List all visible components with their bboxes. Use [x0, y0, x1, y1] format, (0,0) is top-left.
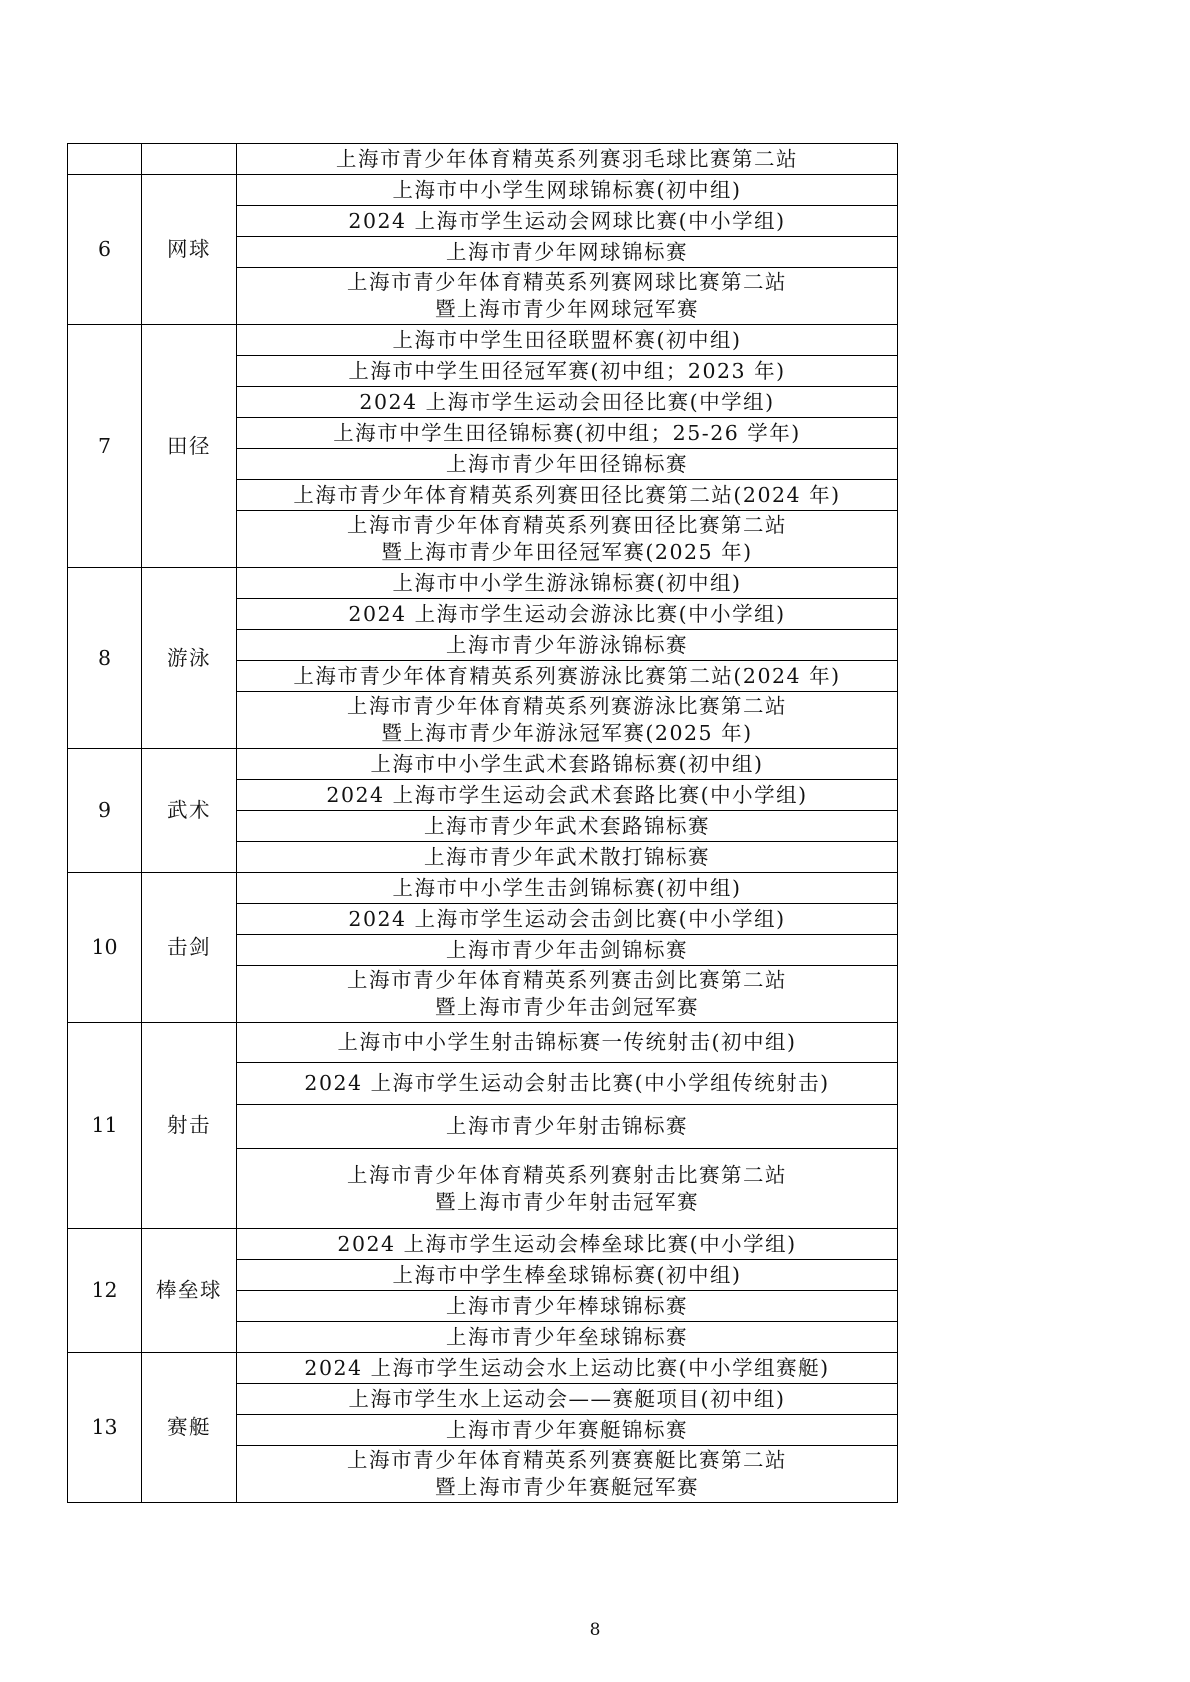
table-row — [68, 325, 898, 356]
sport-name: 田径 — [142, 325, 237, 568]
event-name: 上海市青少年网球锦标赛 — [237, 237, 898, 268]
row-number: 12 — [68, 1229, 142, 1353]
row-number: 8 — [68, 568, 142, 749]
event-name: 上海市中小学生网球锦标赛(初中组) — [237, 175, 898, 206]
event-name: 2024 上海市学生运动会田径比赛(中学组) — [237, 387, 898, 418]
event-name: 上海市青少年武术套路锦标赛 — [237, 811, 898, 842]
event-name: 2024 上海市学生运动会游泳比赛(中小学组) — [237, 599, 898, 630]
event-name: 上海市青少年体育精英系列赛游泳比赛第二站(2024 年) — [237, 661, 898, 692]
row-number: 9 — [68, 749, 142, 873]
table-row — [68, 1353, 898, 1384]
event-name: 2024 上海市学生运动会水上运动比赛(中小学组赛艇) — [237, 1353, 898, 1384]
event-name: 上海市青少年射击锦标赛 — [237, 1105, 898, 1149]
table-row — [68, 749, 898, 780]
event-name: 上海市青少年体育精英系列赛网球比赛第二站 暨上海市青少年网球冠军赛 — [237, 268, 898, 325]
event-name: 上海市青少年体育精英系列赛田径比赛第二站(2024 年) — [237, 480, 898, 511]
events-table-body — [68, 144, 898, 1503]
events-table — [67, 143, 898, 1503]
sport-name: 棒垒球 — [142, 1229, 237, 1353]
event-name: 上海市中小学生游泳锦标赛(初中组) — [237, 568, 898, 599]
row-number — [68, 144, 142, 175]
sport-name: 网球 — [142, 175, 237, 325]
event-name: 2024 上海市学生运动会击剑比赛(中小学组) — [237, 904, 898, 935]
event-name: 上海市青少年游泳锦标赛 — [237, 630, 898, 661]
event-name: 上海市中小学生击剑锦标赛(初中组) — [237, 873, 898, 904]
event-name: 上海市中学生棒垒球锦标赛(初中组) — [237, 1260, 898, 1291]
event-name: 上海市青少年武术散打锦标赛 — [237, 842, 898, 873]
event-name: 上海市中学生田径锦标赛(初中组；25-26 学年) — [237, 418, 898, 449]
page-number: 8 — [589, 1620, 601, 1640]
event-name: 上海市中小学生武术套路锦标赛(初中组) — [237, 749, 898, 780]
event-name: 上海市中学生田径冠军赛(初中组；2023 年) — [237, 356, 898, 387]
table-row — [68, 175, 898, 206]
sport-name — [142, 144, 237, 175]
event-name: 2024 上海市学生运动会射击比赛(中小学组传统射击) — [237, 1063, 898, 1105]
event-name: 上海市青少年体育精英系列赛赛艇比赛第二站 暨上海市青少年赛艇冠军赛 — [237, 1446, 898, 1503]
event-name: 上海市青少年棒球锦标赛 — [237, 1291, 898, 1322]
event-name: 上海市青少年垒球锦标赛 — [237, 1322, 898, 1353]
row-number: 7 — [68, 325, 142, 568]
table-row — [68, 873, 898, 904]
event-name: 上海市青少年体育精英系列赛田径比赛第二站 暨上海市青少年田径冠军赛(2025 年) — [237, 511, 898, 568]
sport-name: 游泳 — [142, 568, 237, 749]
event-name: 2024 上海市学生运动会武术套路比赛(中小学组) — [237, 780, 898, 811]
event-name: 上海市青少年体育精英系列赛游泳比赛第二站 暨上海市青少年游泳冠军赛(2025 年) — [237, 692, 898, 749]
row-number: 13 — [68, 1353, 142, 1503]
event-name: 上海市青少年击剑锦标赛 — [237, 935, 898, 966]
event-name: 上海市青少年体育精英系列赛射击比赛第二站 暨上海市青少年射击冠军赛 — [237, 1149, 898, 1229]
event-name: 上海市青少年田径锦标赛 — [237, 449, 898, 480]
event-name: 上海市学生水上运动会——赛艇项目(初中组) — [237, 1384, 898, 1415]
sport-name: 击剑 — [142, 873, 237, 1023]
event-name: 上海市中小学生射击锦标赛一传统射击(初中组) — [237, 1023, 898, 1063]
row-number: 6 — [68, 175, 142, 325]
sport-name: 赛艇 — [142, 1353, 237, 1503]
sport-name: 射击 — [142, 1023, 237, 1229]
sport-name: 武术 — [142, 749, 237, 873]
event-name: 上海市青少年体育精英系列赛羽毛球比赛第二站 — [237, 144, 898, 175]
event-name: 2024 上海市学生运动会网球比赛(中小学组) — [237, 206, 898, 237]
row-number: 10 — [68, 873, 142, 1023]
event-name: 上海市中学生田径联盟杯赛(初中组) — [237, 325, 898, 356]
event-name: 上海市青少年赛艇锦标赛 — [237, 1415, 898, 1446]
event-name: 上海市青少年体育精英系列赛击剑比赛第二站 暨上海市青少年击剑冠军赛 — [237, 966, 898, 1023]
row-number: 11 — [68, 1023, 142, 1229]
table-row — [68, 1229, 898, 1260]
table-row — [68, 568, 898, 599]
table-row — [68, 1023, 898, 1063]
event-name: 2024 上海市学生运动会棒垒球比赛(中小学组) — [237, 1229, 898, 1260]
table-row — [68, 144, 898, 175]
